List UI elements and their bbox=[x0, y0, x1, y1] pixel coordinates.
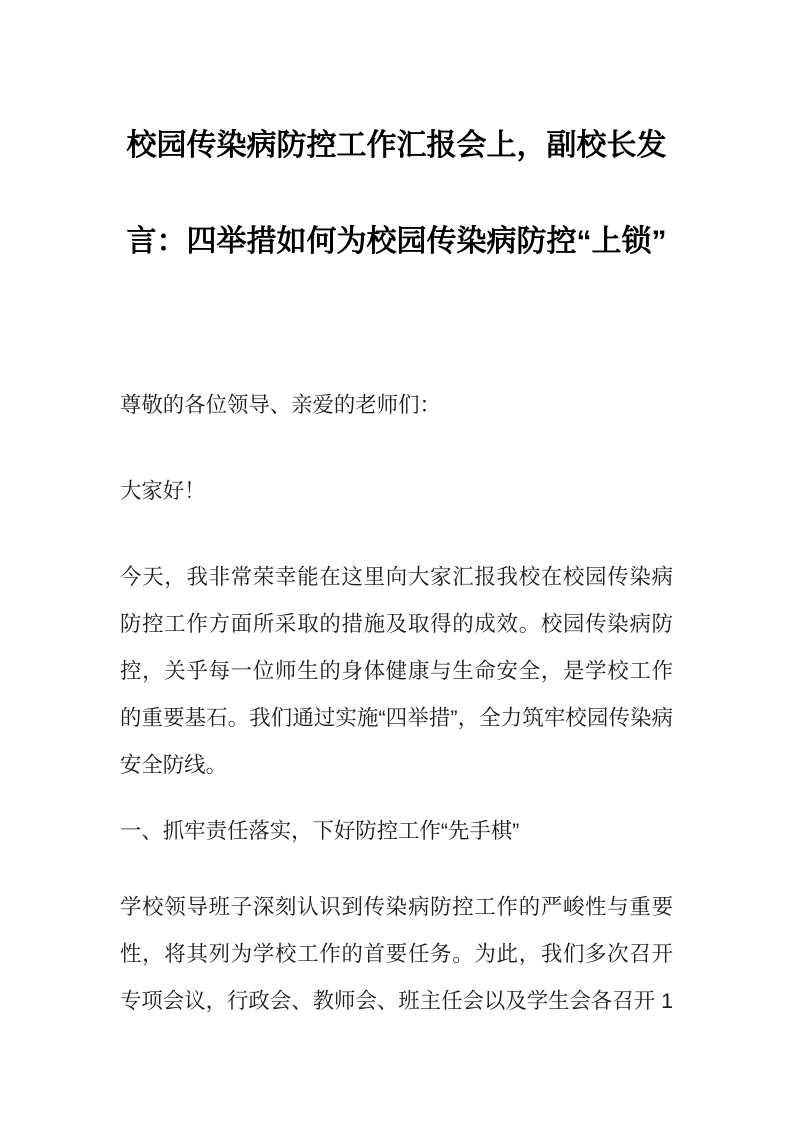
section-heading-1: 一、抓牢责任落实，下好防控工作“先手棋” bbox=[120, 819, 520, 843]
greeting-paragraph: 大家好！ bbox=[120, 479, 206, 503]
title-line-1: 校园传染病防控工作汇报会上，副校长发 bbox=[126, 129, 667, 162]
document-title bbox=[120, 98, 673, 290]
salutation-paragraph: 尊敬的各位领导、亲爱的老师们： bbox=[120, 393, 441, 417]
title-line-2: 言：四举措如何为校园传染病防控“上锁” bbox=[126, 225, 667, 258]
body-paragraph-1: 学校领导班子深刻认识到传染病防控工作的严峻性与重要性，将其列为学校工作的首要任务。为此，我们多次召开专项会议，行政会、教师会、班主任会以及学生会各召开 1 bbox=[120, 895, 673, 1013]
intro-paragraph: 今天，我非常荣幸能在这里向大家汇报我校在校园传染病防控工作方面所采取的措施及取得的成效。校园传染病防控，关乎每一位师生的身体健康与生命安全，是学校工作的重要基石。我们通过实施“四举措”，全力筑牢校园传染病安全防线。 bbox=[120, 565, 673, 777]
